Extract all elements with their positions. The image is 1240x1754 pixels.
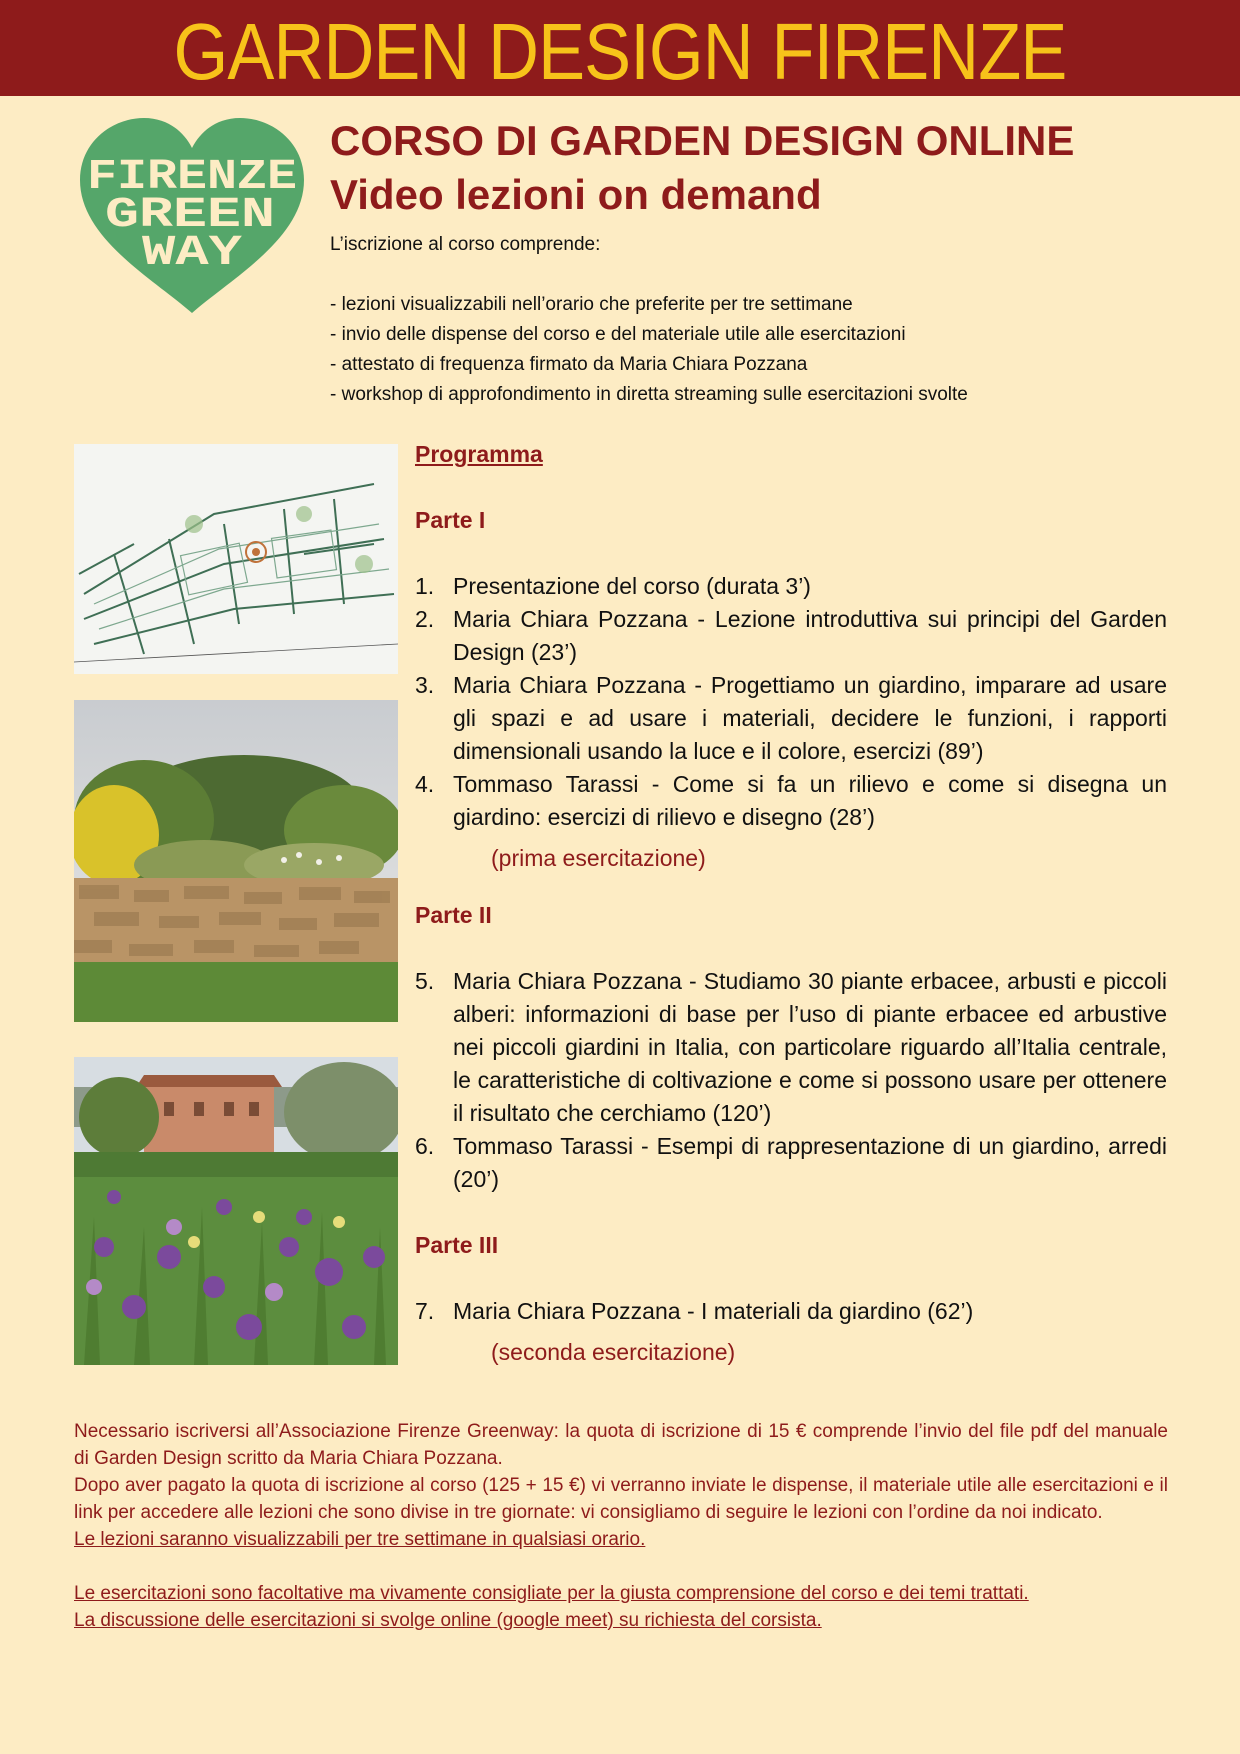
garden-sketch-image [74,444,398,674]
note-membership: Necessario iscriversi all’Associazione Firenze Greenway: la quota di iscrizione di 15 € comprende l’invio del file pdf del manuale di Garden Design scritto da Maria Chiara Pozzana. [74,1421,1168,1469]
iris-villa-garden-image [74,1057,398,1365]
part-2-title: Parte II [415,902,492,928]
note-exercises: Le esercitazioni sono facoltative ma vivamente consigliate per la giusta comprensione del corso e dei temi trattati. [74,1583,1029,1604]
note-discussion: La discussione delle esercitazioni si svolge online (google meet) su richiesta del corsista. [74,1610,822,1631]
stone-wall-garden-image [74,700,398,1022]
part-1-title: Parte I [415,507,486,533]
intro-text: L’iscrizione al corso comprende: [330,234,601,255]
logo-line-3: WAY [142,228,243,277]
logo-line-1: FIRENZE [87,152,297,201]
includes-list [330,290,968,410]
part-1-lessons [415,570,1167,834]
header-banner [0,0,1240,96]
logo-line-2: GREEN [105,190,275,239]
lesson-item: 7. Maria Chiara Pozzana - I materiali da giardino (62’) [415,1298,974,1324]
enrollment-notes [74,1418,1168,1634]
lesson-item: 5. Maria Chiara Pozzana - Studiamo 30 piante erbacee, arbusti e piccoli alberi: informazioni di base per l’uso di piante erbacee ed arbustive nei piccoli giardini in Italia, con particolare riguardo all’Italia centrale, le caratteristiche di coltivazione e come si possono usare per ottenere il risultato che cerchiamo (120’) [415,968,1167,1126]
lesson-item: 4. Tommaso Tarassi - Come si fa un rilievo e come si disegna un giardino: esercizi di rilievo e disegno (28’) [415,771,1167,830]
lesson-item: 6. Tommaso Tarassi - Esempi di rappresentazione di un giardino, arredi (20’) [415,1133,1167,1192]
includes-item: - attestato di frequenza firmato da Maria Chiara Pozzana [330,354,808,375]
page-title: GARDEN DESIGN FIRENZE [173,7,1067,96]
lesson-item: 1. Presentazione del corso (durata 3’) [415,573,811,599]
includes-item: - workshop di approfondimento in diretta streaming sulle esercitazioni svolte [330,384,968,405]
course-intro [330,230,968,410]
part-3-lessons [415,1295,1167,1328]
part-2-lessons [415,965,1167,1196]
firenze-greenway-logo [72,118,312,318]
part-1-exercise: (prima esercitazione) [491,845,706,871]
lesson-item: 2. Maria Chiara Pozzana - Lezione introduttiva sui principi del Garden Design (23’) [415,606,1167,665]
includes-item: - lezioni visualizzabili nell’orario che preferite per tre settimane [330,294,853,315]
includes-item: - invio delle dispense del corso e del materiale utile alle esercitazioni [330,324,906,345]
course-subtitle: Video lezioni on demand [330,171,822,218]
note-availability: Le lezioni saranno visualizzabili per tre settimane in qualsiasi orario. [74,1529,646,1550]
note-payment: Dopo aver pagato la quota di iscrizione al corso (125 + 15 €) vi verranno inviate le dispense, il materiale utile alle esercitazioni e il link per accedere alle lezioni che sono divise in tre giornate: vi consigliamo di seguire le lezioni con l’ordine da noi indicato. [74,1475,1168,1523]
lesson-item: 3. Maria Chiara Pozzana - Progettiamo un giardino, imparare ad usare gli spazi e ad usare i materiali, decidere le funzioni, i rapporti dimensionali usando la luce e il colore, esercizi (89’) [415,672,1167,764]
part-3-exercise: (seconda esercitazione) [491,1339,736,1365]
course-title: CORSO DI GARDEN DESIGN ONLINE [330,117,1075,164]
program-section [415,438,1167,1369]
part-3-title: Parte III [415,1232,499,1258]
program-heading: Programma [415,441,543,467]
